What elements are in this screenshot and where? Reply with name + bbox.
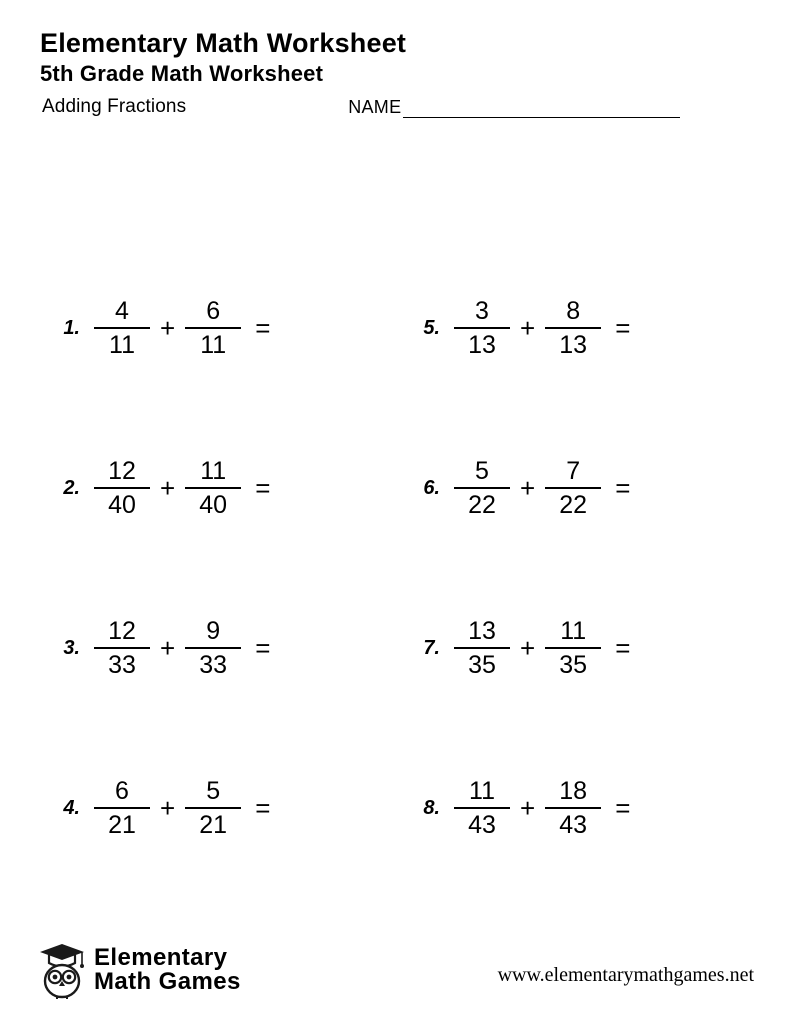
problem-number: 4. [63,796,80,819]
fraction-bar [545,807,601,809]
problem-number: 5. [423,316,440,339]
problem-item [40,408,400,568]
fraction-bar [94,327,150,329]
fraction-right [185,777,241,840]
denominator: 40 [108,490,136,519]
denominator: 21 [108,810,136,839]
numerator: 5 [475,456,489,485]
denominator: 33 [199,650,228,679]
problem-number: 2. [63,476,80,499]
numerator: 7 [566,456,581,485]
problem-item [400,568,760,728]
equals-sign: = [255,473,271,503]
fraction-right [545,617,601,680]
numerator: 11 [469,776,495,805]
name-label: NAME [348,97,402,118]
plus-operator: + [160,313,176,343]
numerator: 5 [206,776,221,805]
problem-number: 6. [423,476,440,499]
fraction-right [545,297,601,360]
plus-operator: + [520,313,536,343]
problem-item [400,728,760,888]
numerator: 12 [108,616,136,645]
fraction-bar [185,487,241,489]
plus-operator: + [520,633,536,663]
numerator: 6 [115,776,129,805]
name-input-line[interactable] [403,100,680,118]
name-field-group [348,97,680,118]
fraction-left [94,297,150,360]
numerator: 13 [468,616,496,645]
denominator: 13 [559,330,588,359]
numerator: 11 [560,616,587,645]
fraction-bar [545,327,601,329]
equals-sign: = [255,793,271,823]
fraction-bar [94,807,150,809]
denominator: 11 [200,330,227,359]
numerator: 3 [475,296,489,325]
fraction-left [454,297,510,360]
plus-operator: + [160,473,176,503]
fraction-bar [545,487,601,489]
fraction-bar [94,647,150,649]
numerator: 18 [559,776,588,805]
denominator: 11 [109,330,135,359]
fraction-bar [454,647,510,649]
problem-number: 8. [423,796,440,819]
fraction-left [94,457,150,520]
problem-item [400,248,760,408]
numerator: 11 [200,456,227,485]
fraction-bar [185,327,241,329]
numerator: 4 [115,296,129,325]
page-title: Elementary Math Worksheet [40,28,407,58]
equals-sign: = [615,793,631,823]
fraction-left [454,777,510,840]
fraction-right [185,617,241,680]
denominator: 33 [108,650,136,679]
fraction-bar [454,327,510,329]
page-footer [0,925,800,1005]
fraction-right [185,297,241,360]
fraction-left [454,617,510,680]
page-subtitle: 5th Grade Math Worksheet [40,61,324,87]
site-logo [36,941,241,999]
denominator: 43 [468,810,496,839]
problem-item [40,728,400,888]
denominator: 40 [199,490,228,519]
denominator: 43 [559,810,588,839]
problem-number: 7. [423,636,440,659]
worksheet-meta-row [40,96,760,118]
worksheet-topic: Adding Fractions [42,96,187,118]
logo-line-2: Math Games [94,968,241,995]
logo-line-1: Elementary [94,944,228,971]
fraction-bar [454,487,510,489]
fraction-bar [545,647,601,649]
plus-operator: + [160,633,176,663]
problem-number: 3. [63,636,80,659]
numerator: 6 [206,296,221,325]
fraction-bar [94,487,150,489]
plus-operator: + [520,793,536,823]
plus-operator: + [160,793,176,823]
numerator: 8 [566,296,581,325]
denominator: 13 [468,330,496,359]
numerator: 12 [108,456,136,485]
problem-grid [40,248,760,888]
equals-sign: = [255,633,271,663]
problem-item [40,248,400,408]
problem-item [40,568,400,728]
logo-wordmark [94,946,241,994]
plus-operator: + [520,473,536,503]
numerator: 9 [206,616,221,645]
fraction-left [94,777,150,840]
equals-sign: = [615,313,631,343]
denominator: 35 [559,650,588,679]
equals-sign: = [615,473,631,503]
fraction-right [545,457,601,520]
fraction-bar [454,807,510,809]
fraction-left [94,617,150,680]
fraction-left [454,457,510,520]
fraction-bar [185,647,241,649]
website-url[interactable]: www.elementarymathgames.net [497,964,754,986]
fraction-right [185,457,241,520]
fraction-bar [185,807,241,809]
denominator: 22 [468,490,496,519]
owl-graduate-icon [36,941,88,999]
equals-sign: = [615,633,631,663]
fraction-right [545,777,601,840]
problem-item [400,408,760,568]
denominator: 22 [559,490,588,519]
equals-sign: = [255,313,271,343]
denominator: 35 [468,650,496,679]
denominator: 21 [199,810,228,839]
problem-number: 1. [63,316,80,339]
